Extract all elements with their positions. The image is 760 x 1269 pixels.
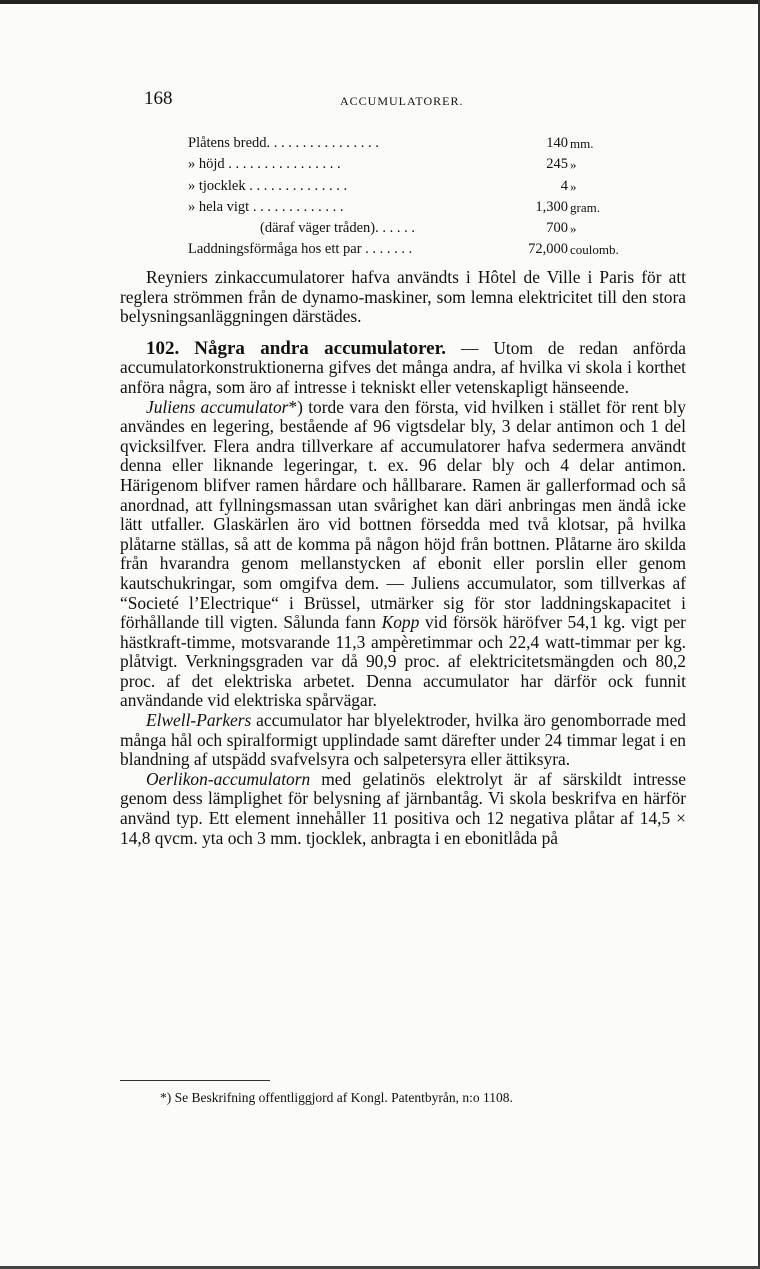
spec-row-thickness bbox=[188, 176, 638, 197]
spec-value: 700 bbox=[546, 220, 568, 237]
section-102 bbox=[120, 339, 686, 398]
spec-label: » höjd . . . . . . . . . . . . . . . . bbox=[188, 156, 341, 173]
spec-unit: mm. bbox=[570, 136, 594, 151]
spec-unit: » bbox=[570, 178, 577, 194]
spec-label: Laddningsförmåga hos ett par . . . . . . . bbox=[188, 241, 413, 258]
page-header bbox=[0, 88, 760, 112]
footnote-rule bbox=[120, 1080, 270, 1081]
paragraph-oerlikon bbox=[120, 770, 686, 848]
oerlikon-text: med gelatinös elektrolyt är af särskildt intresse genom dess lämplighet för belysning af järnbantåg. Vi skola beskrifva en härför använd typ. Ett element innehåller 11 positiva och 12 negativa plåtar af 14,5 × 14,8 qvcm. yta och 3 mm. tjocklek, anbragta i en ebonitlåda på bbox=[120, 768, 686, 848]
section-number: 102. bbox=[146, 337, 180, 359]
scan-top-edge bbox=[0, 0, 760, 4]
spec-value: 72,000 bbox=[528, 241, 568, 258]
juliens-text: *) torde vara den första, vid hvilken i stället för rent bly användes en legering, bestående af 96 vigtsdelar bly, 3 delar antimon och 1 del qvicksilfver. Flera andra tillverkare af accumulatorer hafva sedermera användt denna eller liknande legeringar, t. ex. 96 delar bly och 4 delar antimon. Härigenom blifver ramen hårdare och hållbarare. Ramen är gallerformad och så anordnad, att fyllningsmassan utan svårighet kan däri anbringas men ändå icke lätt utfaller. Glaskärlen äro vid bottnen försedda med två klotsar, på hvilka plåtarne ställas, så att de komma på någon höjd från bottnen. Plåtarne äro skilda från hvarandra genom mellanstycken af ebonit eller porslin eller genom kautschukringar, som omgifva dem. — Juliens accumulator, som tillverkas af “Societé l’Electrique“ i Brüssel, utmärker sig för stor laddningskapacitet i förhållande till vigten. Sålunda fann bbox=[120, 396, 687, 633]
spec-row-height bbox=[188, 154, 638, 175]
spec-value: 245 bbox=[546, 156, 568, 173]
spec-unit: » bbox=[570, 221, 577, 237]
spec-row-weight bbox=[188, 197, 638, 218]
spec-unit: gram. bbox=[570, 199, 600, 215]
juliens-name: Juliens accumulator bbox=[146, 396, 289, 417]
paragraph-juliens bbox=[120, 398, 686, 712]
kopp-name: Kopp bbox=[381, 612, 420, 633]
section-intro-text: — Utom de redan anförda accumulatorkonstruktionerna gifves det många andra, af hvilka vi skola i korthet anföra några, som äro af intresse i tekniskt eller vetenskapligt hänseende. bbox=[120, 337, 686, 397]
kopp-text: vid försök häröfver 54,1 kg. vigt per hästkraft-timme, motsvarande 11,3 ampèretimmar och 22,4 watt-timmar per kg. plåtvigt. Verkningsgraden var då 90,9 proc. af elektricitetsmängden och 80,2 proc. af det elektriska arbetet. Denna accumulator har därför ock funnit användande vid elektriska spårvägar. bbox=[120, 612, 686, 711]
spec-value: 1,300 bbox=[535, 198, 568, 215]
spec-label: » hela vigt . . . . . . . . . . . . . bbox=[188, 198, 344, 215]
spec-row-wire bbox=[188, 218, 638, 239]
spec-row-capacity bbox=[188, 239, 638, 260]
spec-label: (däraf väger tråden). . . . . . bbox=[260, 220, 415, 237]
spec-unit: coulomb. bbox=[570, 242, 619, 258]
spec-value: 140 bbox=[546, 135, 568, 151]
spec-label: Plåtens bredd. . . . . . . . . . . . . . . . bbox=[188, 135, 379, 151]
running-head: ACCUMULATORER. bbox=[340, 94, 464, 108]
footnote: *) Se Beskrifning offentliggjord af Kongl. Patentbyrån, n:o 1108. bbox=[160, 1090, 513, 1105]
body-text bbox=[120, 268, 686, 848]
section-title: Några andra accumulatorer. bbox=[194, 337, 447, 359]
paragraph-reyniers: Reyniers zinkaccumulatorer hafva användts i Hôtel de Ville i Paris för att reglera strömmen från de dynamo-maskiner, som lemna elektricitet till den stora belysningsanläggningen därstädes. bbox=[120, 267, 686, 327]
spec-unit: » bbox=[570, 157, 577, 173]
oerlikon-name: Oerlikon-accumulatorn bbox=[146, 768, 311, 789]
elwell-name: Elwell-Parkers bbox=[146, 710, 252, 731]
spec-table bbox=[188, 133, 638, 261]
spec-row-width bbox=[188, 133, 638, 154]
page-number: 168 bbox=[144, 88, 173, 109]
elwell-text: accumulator har blyelektroder, hvilka äro genomborrade med många hål och spiralformigt upplindade samt därefter under 24 timmar legat i en blandning af utspädd svafvelsyra och salpetersyra eller ättiksyra. bbox=[120, 710, 686, 770]
paragraph-elwell-parker bbox=[120, 711, 686, 770]
spec-value: 4 bbox=[560, 177, 568, 194]
spec-label: » tjocklek . . . . . . . . . . . . . . bbox=[188, 177, 348, 194]
